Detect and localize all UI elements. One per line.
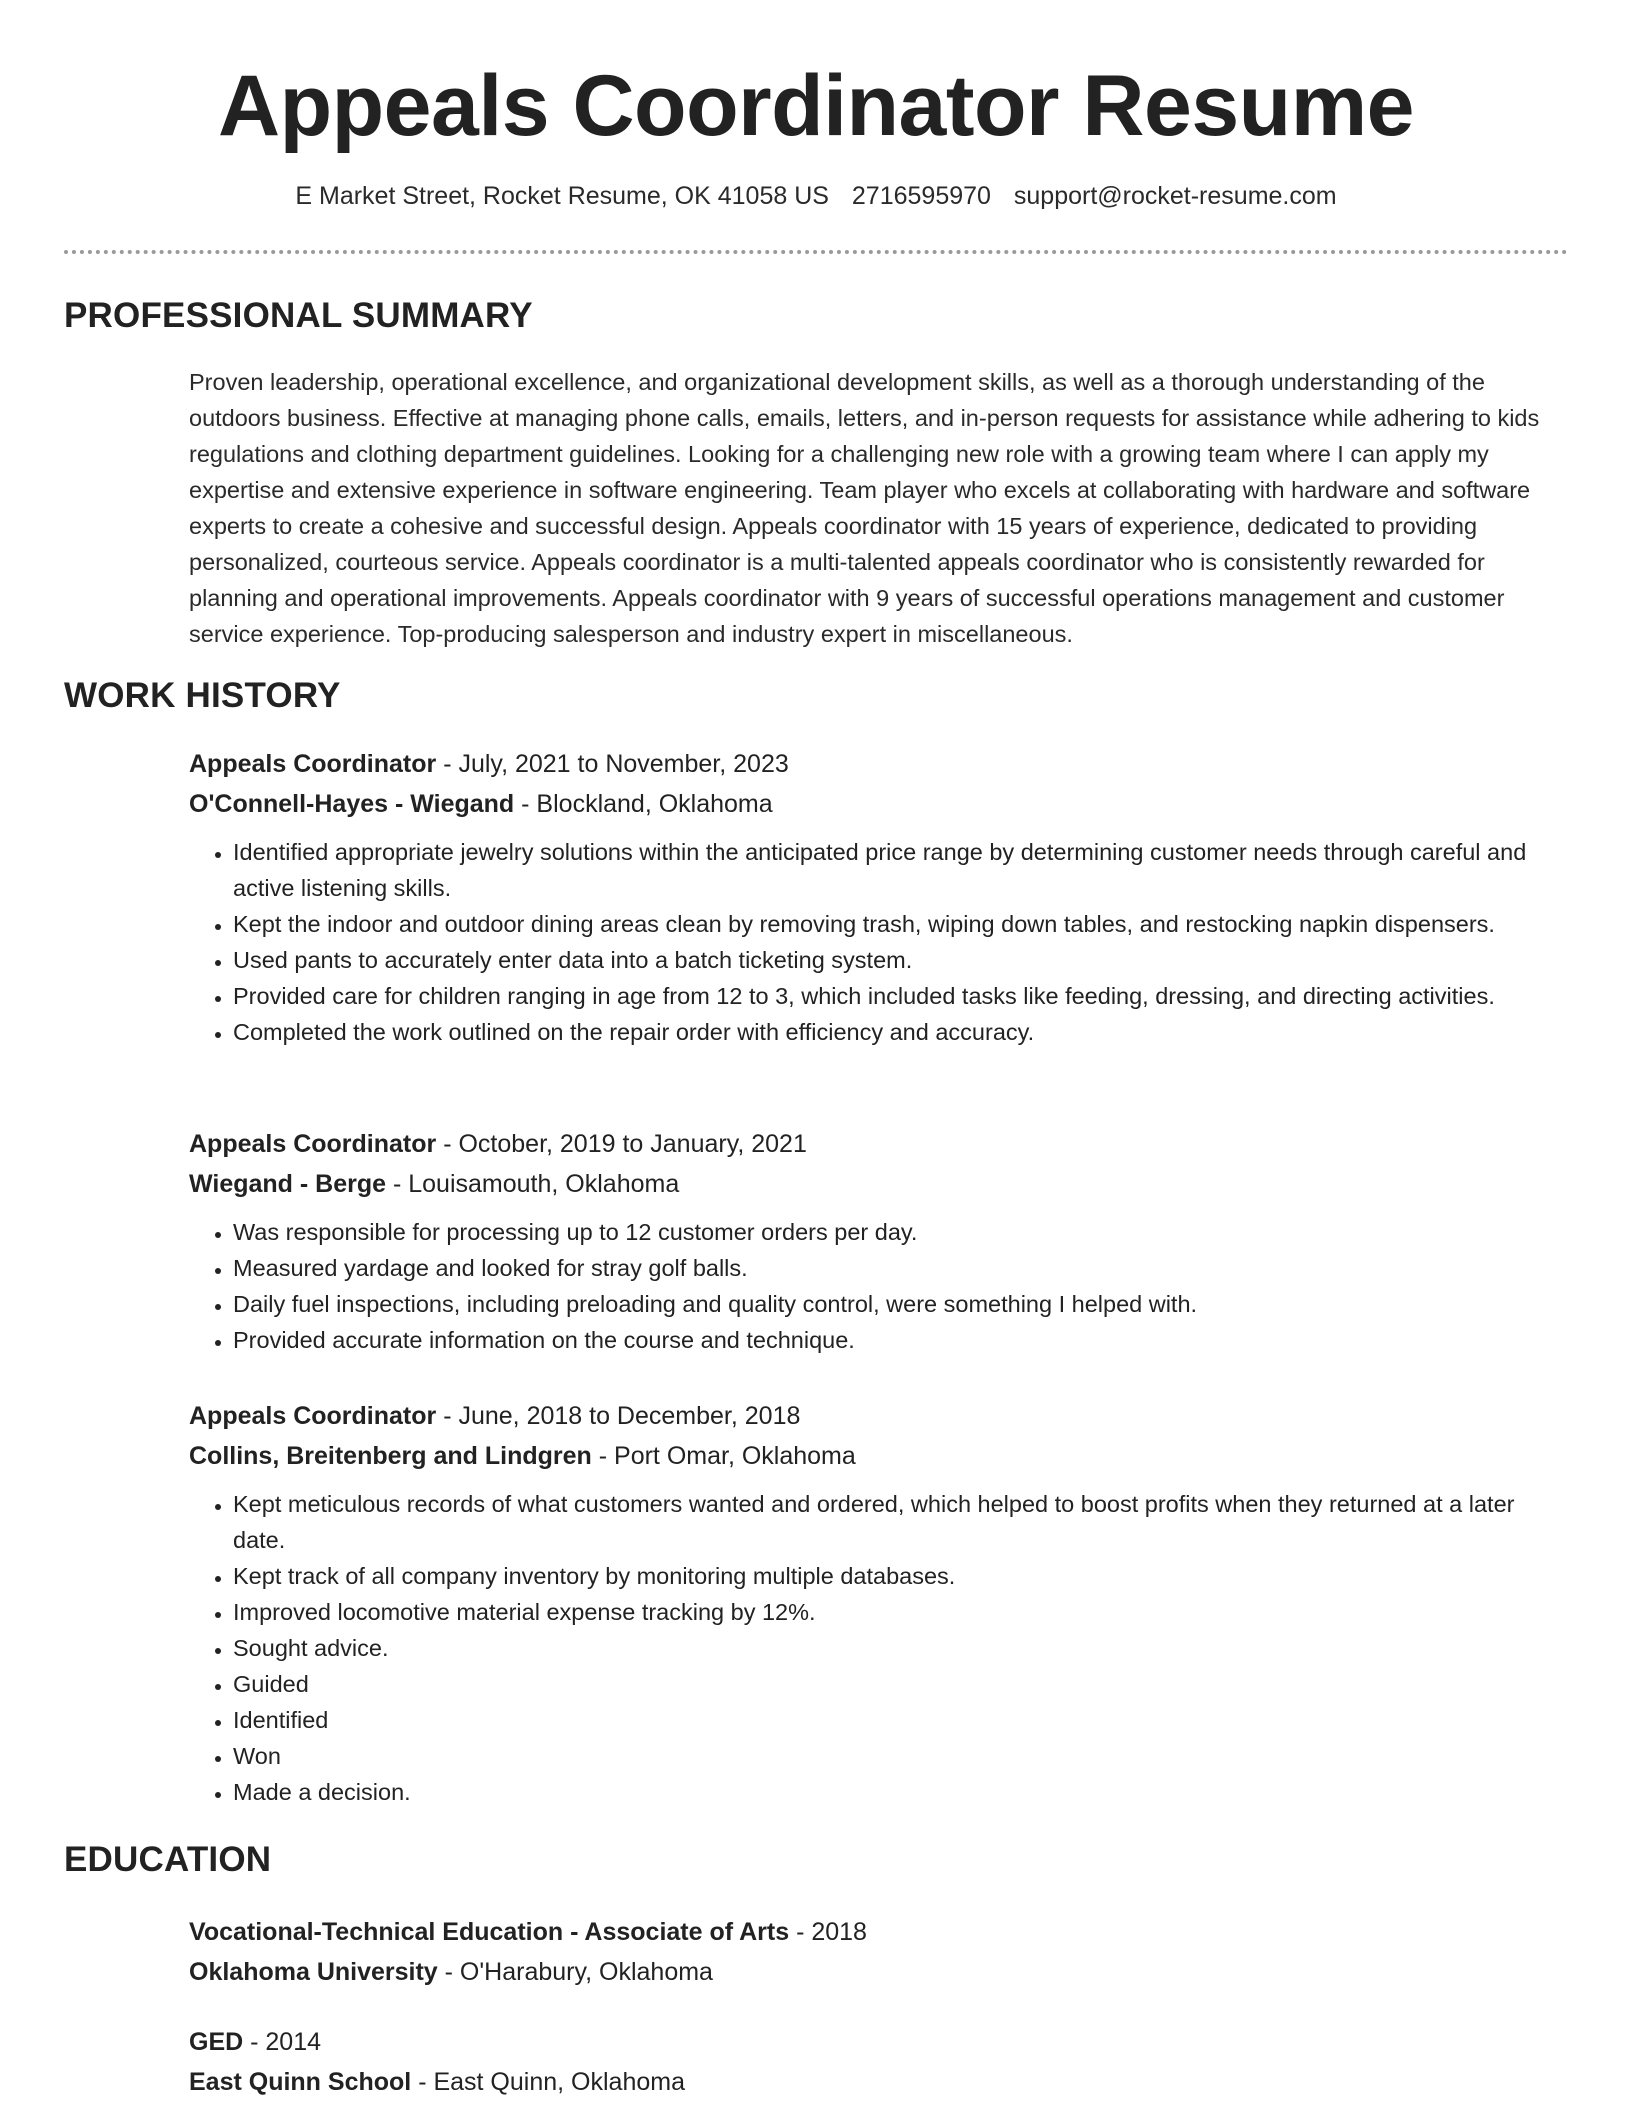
- school-line: [189, 2062, 1568, 2102]
- job-title-line: [189, 1124, 1568, 1164]
- school-name: East Quinn School: [189, 2068, 412, 2096]
- degree-line: [189, 2022, 1568, 2062]
- job-bullets: [189, 1214, 1568, 1358]
- list-item: • Daily fuel inspections, including preloading and quality control, were something I helped with.: [233, 1286, 1568, 1322]
- list-item: • Completed the work outlined on the repair order with efficiency and accuracy.: [233, 1014, 1568, 1050]
- summary-text: Proven leadership, operational excellence, and organizational development skills, as well as a thorough understanding of the outdoors business. Effective at managing phone calls, emails, letters, and in-person requests for assistance while adhering to kids regulations and clothing department guidelines. Looking for a challenging new role with a growing team where I can apply my expertise and extensive experience in software engineering. Team player who excels at collaborating with hardware and software experts to create a cohesive and successful design. Appeals coordinator with 15 years of experience, dedicated to providing personalized, courteous service. Appeals coordinator is a multi-talented appeals coordinator who is consistently rewarded for planning and operational improvements. Appeals coordinator with 9 years of successful operations management and customer service experience. Top-producing salesperson and industry expert in miscellaneous.: [189, 369, 1540, 647]
- job-location: - Blockland, Oklahoma: [514, 790, 773, 818]
- job-dates: - June, 2018 to December, 2018: [436, 1402, 801, 1430]
- list-item: • Identified appropriate jewelry solutions within the anticipated price range by determining customer needs through careful and active listening skills.: [233, 834, 1568, 906]
- work-history-heading: WORK HISTORY: [64, 676, 341, 715]
- list-item: • Guided: [233, 1666, 1568, 1702]
- list-item: • Kept track of all company inventory by monitoring multiple databases.: [233, 1558, 1568, 1594]
- phone-text: 2716595970: [851, 182, 991, 210]
- education-entry: [189, 1912, 1568, 1992]
- list-item: • Used pants to accurately enter data into a batch ticketing system.: [233, 942, 1568, 978]
- degree-year: - 2014: [243, 2028, 322, 2056]
- job-company-line: [189, 1164, 1568, 1204]
- job-location: - Louisamouth, Oklahoma: [386, 1170, 680, 1198]
- list-item: • Provided care for children ranging in age from 12 to 3, which included tasks like feeding, dressing, and directing activities.: [233, 978, 1568, 1014]
- email-text: support@rocket-resume.com: [1013, 182, 1337, 210]
- job-title: Appeals Coordinator: [189, 1130, 437, 1158]
- list-item: • Identified: [233, 1702, 1568, 1738]
- degree-year: - 2018: [789, 1918, 867, 1946]
- degree-name: Vocational-Technical Education - Associate of Arts: [189, 1918, 790, 1946]
- degree-line: [189, 1912, 1568, 1952]
- job-bullets: [189, 834, 1568, 1050]
- job-entry: [189, 1124, 1568, 1358]
- address-text: E Market Street, Rocket Resume, OK 41058 US: [295, 182, 829, 210]
- summary-heading: PROFESSIONAL SUMMARY: [64, 296, 533, 335]
- job-company: Collins, Breitenberg and Lindgren: [189, 1442, 592, 1470]
- list-item: • Kept meticulous records of what customers wanted and ordered, which helped to boost profits when they returned at a later date.: [233, 1486, 1568, 1558]
- job-dates: - October, 2019 to January, 2021: [436, 1130, 807, 1158]
- job-company-line: [189, 1436, 1568, 1476]
- job-title-line: [189, 1396, 1568, 1436]
- list-item: • Kept the indoor and outdoor dining areas clean by removing trash, wiping down tables, and restocking napkin dispensers.: [233, 906, 1568, 942]
- degree-name: GED: [189, 2028, 244, 2056]
- job-title: Appeals Coordinator: [189, 750, 437, 778]
- list-item: • Won: [233, 1738, 1568, 1774]
- job-location: - Port Omar, Oklahoma: [591, 1442, 856, 1470]
- school-location: - O'Harabury, Oklahoma: [437, 1958, 713, 1986]
- job-company: Wiegand - Berge: [189, 1170, 387, 1198]
- job-company-line: [189, 784, 1568, 824]
- job-entry: [189, 1396, 1568, 1810]
- list-item: • Was responsible for processing up to 12 customer orders per day.: [233, 1214, 1568, 1250]
- education-entry: [189, 2022, 1568, 2102]
- education-heading: EDUCATION: [64, 1840, 272, 1879]
- header-divider: [64, 250, 1568, 254]
- list-item: • Provided accurate information on the course and technique.: [233, 1322, 1568, 1358]
- list-item: • Made a decision.: [233, 1774, 1568, 1810]
- school-line: [189, 1952, 1568, 1992]
- job-dates: - July, 2021 to November, 2023: [436, 750, 789, 778]
- list-item: • Measured yardage and looked for stray golf balls.: [233, 1250, 1568, 1286]
- job-bullets: [189, 1486, 1568, 1810]
- school-location: - East Quinn, Oklahoma: [411, 2068, 685, 2096]
- job-title: Appeals Coordinator: [189, 1402, 437, 1430]
- page-title: Appeals Coordinator Resume: [218, 58, 1414, 154]
- job-company: O'Connell-Hayes - Wiegand: [189, 790, 515, 818]
- job-title-line: [189, 744, 1568, 784]
- school-name: Oklahoma University: [189, 1958, 438, 1986]
- list-item: • Improved locomotive material expense tracking by 12%.: [233, 1594, 1568, 1630]
- list-item: • Sought advice.: [233, 1630, 1568, 1666]
- contact-line: [0, 178, 1632, 214]
- job-entry: [189, 744, 1568, 1050]
